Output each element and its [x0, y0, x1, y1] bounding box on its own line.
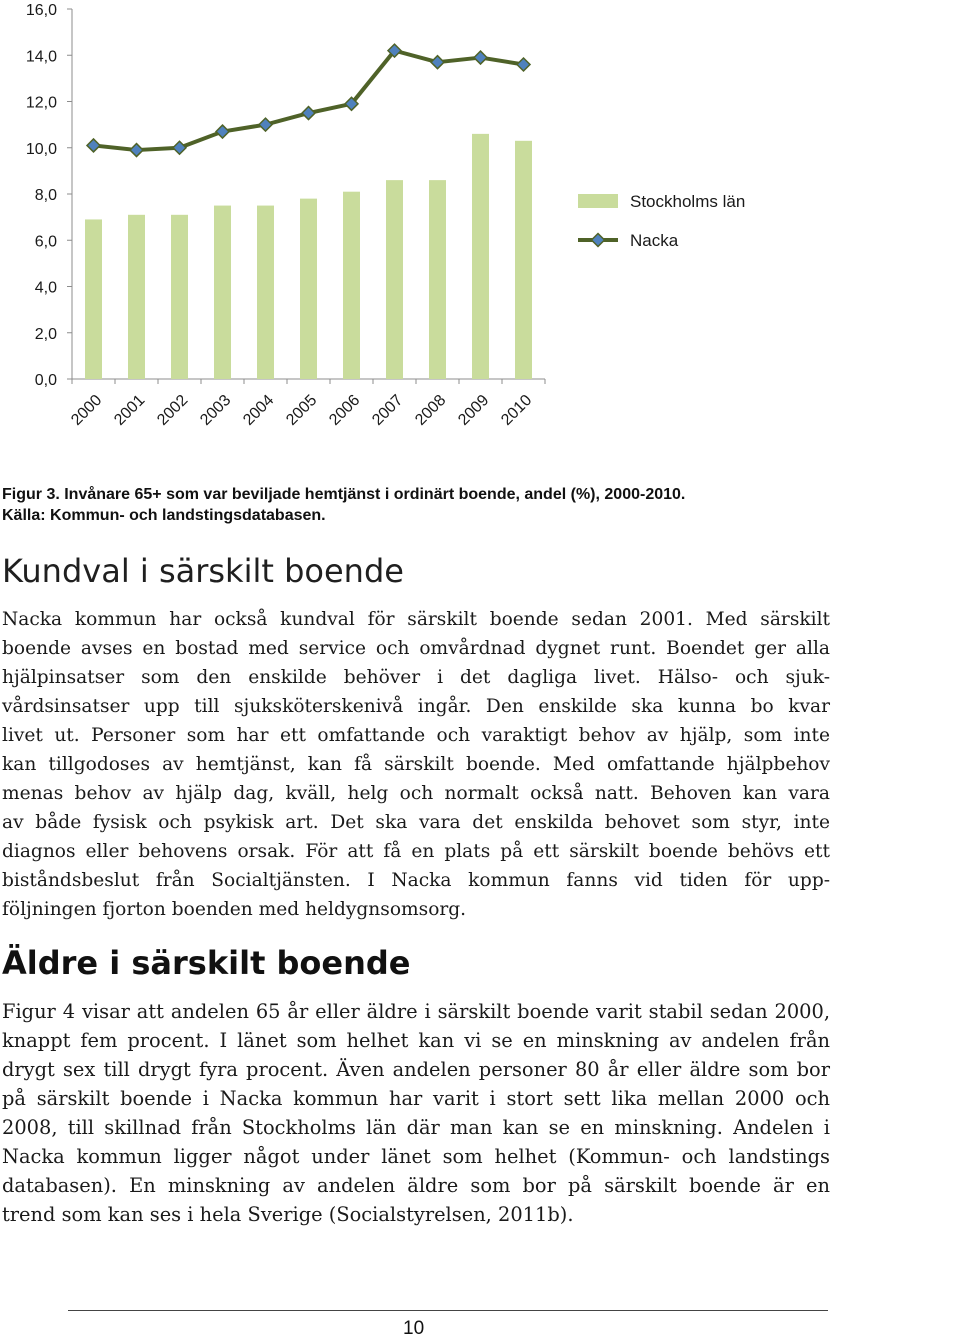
legend-marker-nacka	[592, 234, 605, 247]
paragraph-line: knappt fem procent. I länet som helhet kan vi se en minskning av andelen från	[2, 1029, 830, 1052]
point-nacka	[87, 139, 100, 152]
y-tick-label: 6,0	[34, 233, 57, 251]
x-tick-label: 2008	[412, 391, 450, 429]
page-number: 10	[403, 1318, 425, 1339]
paragraph-line: livet ut. Personer som har ett omfattande och varaktigt behov av hjälp, som inte	[2, 725, 830, 746]
y-tick-label: 14,0	[25, 48, 57, 66]
x-tick-label: 2009	[455, 391, 493, 429]
bar-stockholms-lan	[343, 192, 360, 379]
paragraph-line: 2008, till skillnad från Stockholms län där man kan se en minskning. Andelen i	[2, 1116, 830, 1139]
legend-label-nacka: Nacka	[630, 231, 679, 250]
body-paragraph-kundval	[2, 605, 830, 924]
paragraph-line: kan tillgodoses av hemtjänst, kan få särskilt boende. Med omfattande hjälpbehov	[2, 754, 830, 775]
x-tick-label: 2002	[154, 391, 192, 429]
paragraph-line: Nacka kommun ligger något under länet som helhet (Kommun- och landstings	[2, 1145, 830, 1168]
bar-stockholms-lan	[257, 206, 274, 379]
x-tick-label: 2003	[197, 391, 235, 429]
paragraph-line: biståndsbeslut från Socialtjänsten. I Nacka kommun fanns vid tiden för upp-	[2, 870, 830, 891]
paragraph-line: menas behov av hjälp dag, kväll, helg och normalt också natt. Behoven kan vara	[2, 783, 830, 804]
y-tick-label: 12,0	[25, 94, 57, 112]
x-tick-label: 2000	[68, 391, 106, 429]
point-nacka	[130, 144, 143, 157]
paragraph-line: hjälpinsatser som den enskilde behöver i det dagliga livet. Hälso- och sjuk-	[2, 667, 830, 688]
line-series-nacka	[87, 44, 530, 156]
x-tick-label: 2004	[240, 391, 278, 429]
bar-stockholms-lan	[472, 134, 489, 379]
paragraph-line: Figur 4 visar att andelen 65 år eller äldre i särskilt boende varit stabil sedan 2000,	[2, 1000, 830, 1023]
point-nacka	[517, 58, 530, 71]
point-nacka	[474, 51, 487, 64]
figure-caption	[2, 484, 902, 526]
point-nacka	[259, 118, 272, 131]
bar-stockholms-lan	[515, 141, 532, 379]
point-nacka	[216, 125, 229, 138]
line-nacka	[94, 51, 524, 150]
legend-swatch-stockholms-lan	[578, 194, 618, 208]
bar-stockholms-lan	[386, 180, 403, 379]
bar-stockholms-lan	[128, 215, 145, 379]
legend-label-stockholms-lan: Stockholms län	[630, 192, 746, 211]
section-heading-aldre: Äldre i särskilt boende	[2, 944, 411, 982]
bar-series-stockholms-lan	[85, 134, 532, 379]
body-paragraph-aldre	[2, 997, 830, 1229]
bar-stockholms-lan	[85, 219, 102, 379]
bar-stockholms-lan	[429, 180, 446, 379]
x-tick-label: 2007	[369, 391, 407, 429]
point-nacka	[302, 107, 315, 120]
paragraph-line: boende avses en bostad med service och omvårdnad dygnet runt. Boendet ger alla	[2, 638, 830, 659]
paragraph-line: Nacka kommun har också kundval för särskilt boende sedan 2001. Med särskilt	[2, 609, 830, 630]
y-tick-label: 16,0	[25, 2, 57, 19]
paragraph-line: vårdsinsatser upp till sjuksköterskenivå ingår. Den enskilde ska kunna bo kvar	[2, 696, 830, 717]
bar-stockholms-lan	[300, 199, 317, 379]
paragraph-line: på särskilt boende i Nacka kommun har varit i stort sett lika mellan 2000 och	[2, 1087, 830, 1110]
paragraph-line: drygt sex till drygt fyra procent. Även andelen personer 80 år eller äldre som bor	[2, 1058, 830, 1081]
x-tick-label: 2001	[111, 391, 149, 429]
point-nacka	[173, 141, 186, 154]
x-tick-label: 2005	[283, 391, 321, 429]
paragraph-line: databasen). En minskning av andelen äldre som bor på särskilt boende är en	[2, 1174, 830, 1197]
footer-divider	[68, 1310, 828, 1311]
paragraph-line: diagnos eller behovens orsak. För att få en plats på ett särskilt boende behövs ett	[2, 841, 830, 862]
y-tick-label: 0,0	[34, 372, 57, 389]
caption-line-2: Källa: Kommun- och landstingsdatabasen.	[2, 507, 326, 524]
y-tick-label: 10,0	[25, 140, 57, 158]
chart	[0, 0, 960, 470]
paragraph-line: trend som kan ses i hela Sverige (Socialstyrelsen, 2011b).	[2, 1203, 574, 1226]
chart-tick-labels	[26, 2, 536, 429]
bar-stockholms-lan	[171, 215, 188, 379]
paragraph-line: av både fysisk och psykisk art. Det ska vara det enskilda behovet som styr, inte	[2, 812, 830, 833]
y-tick-label: 8,0	[34, 187, 57, 204]
paragraph-line: följningen fjorton boenden med heldygnsomsorg.	[2, 899, 467, 920]
y-tick-label: 4,0	[34, 279, 57, 297]
caption-line-1: Figur 3. Invånare 65+ som var beviljade hemtjänst i ordinärt boende, andel (%), 2000-2010.	[2, 486, 686, 503]
bar-stockholms-lan	[214, 206, 231, 379]
y-tick-label: 2,0	[34, 325, 57, 343]
chart-legend	[578, 192, 745, 250]
section-heading-kundval: Kundval i särskilt boende	[2, 552, 404, 590]
point-nacka	[431, 56, 444, 69]
x-tick-label: 2006	[326, 391, 364, 429]
x-tick-label: 2010	[498, 391, 536, 429]
